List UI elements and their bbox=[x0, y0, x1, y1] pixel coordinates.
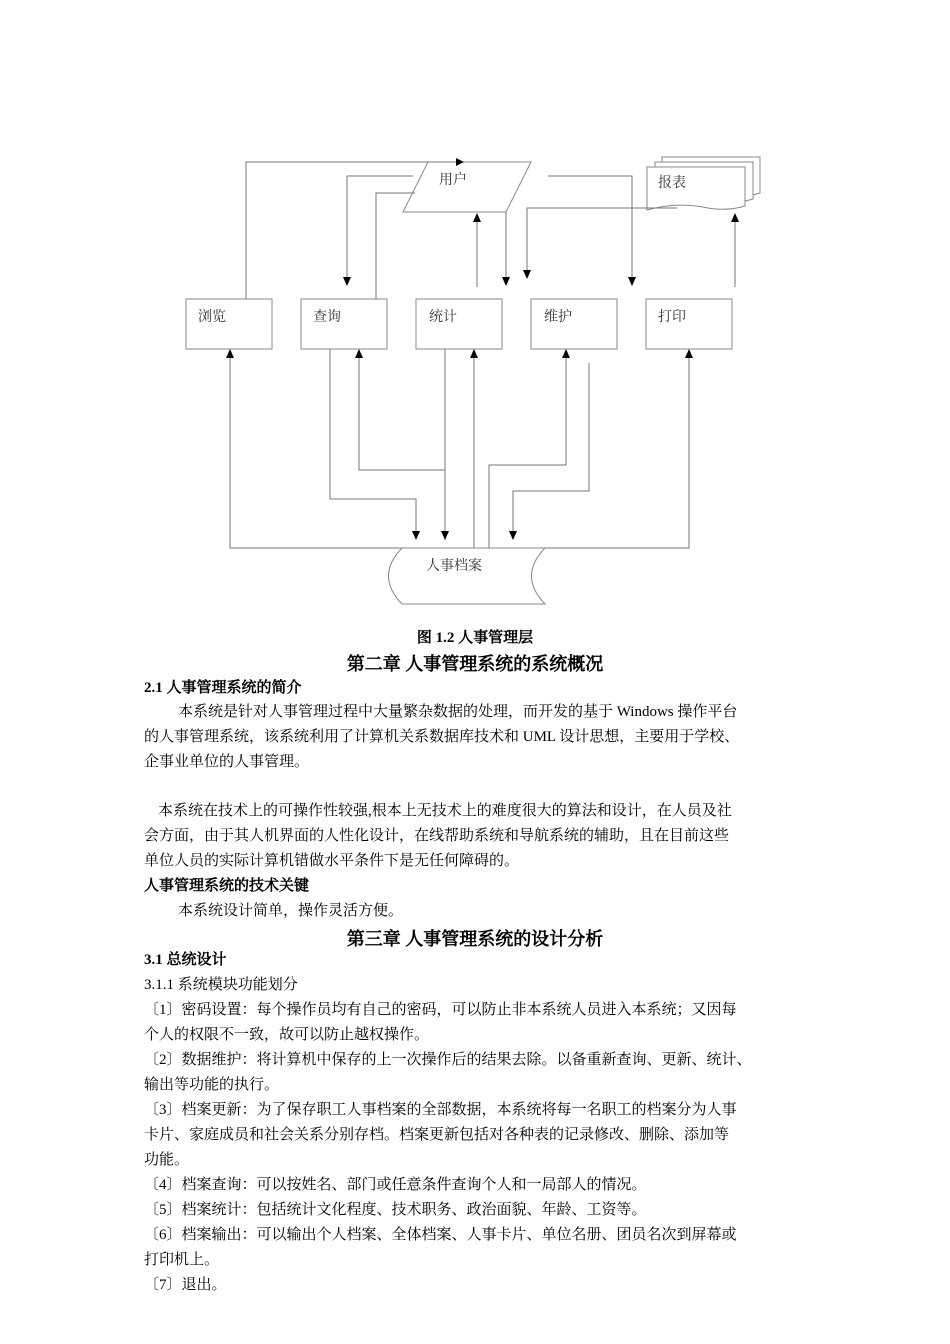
figure-caption: 图 1.2 人事管理层 bbox=[416, 630, 534, 646]
user-label: 用户 bbox=[439, 172, 467, 188]
chapter3-title: 第三章 人事管理系统的设计分析 bbox=[346, 929, 604, 949]
connectors-lower bbox=[226, 349, 693, 548]
section-3-1-heading: 3.1 总统设计 bbox=[144, 952, 227, 968]
module-label-browse: 浏览 bbox=[198, 309, 226, 325]
item-line: 〔5〕档案统计：包括统计文化程度、技术职务、政治面貌、年龄、工资等。 bbox=[144, 1202, 647, 1218]
chapter2-title: 第二章 人事管理系统的系统概况 bbox=[346, 654, 604, 674]
report-label: 报表 bbox=[658, 175, 686, 191]
paragraph-1-line-1: 本系统是针对人事管理过程中大量繁杂数据的处理，而开发的基于 Windows 操作平台 bbox=[178, 704, 738, 720]
user-node bbox=[403, 162, 531, 212]
paragraph-1-line-2: 的人事管理系统，该系统利用了计算机关系数据库技术和 UML 设计思想，主要用于学校、 bbox=[144, 729, 740, 745]
module-label-print: 打印 bbox=[658, 309, 686, 325]
item-line: 个人的权限不一致，故可以防止越权操作。 bbox=[144, 1027, 430, 1043]
paragraph-2-line-1: 本系统在技术上的可操作性较强,根本上无技术上的难度很大的算法和设计，在人员及社 bbox=[158, 803, 732, 819]
item-line: 〔6〕档案输出：可以输出个人档案、全体档案、人事卡片、单位名册、团员名次到屏幕或 bbox=[144, 1227, 737, 1243]
section-3-1-1-heading: 3.1.1 系统模块功能划分 bbox=[144, 977, 298, 993]
data-store-node bbox=[389, 548, 546, 604]
data-store-label: 人事档案 bbox=[426, 558, 482, 574]
section-2-1-heading: 2.1 人事管理系统的简介 bbox=[144, 680, 302, 696]
paragraph-2-line-2: 会方面，由于其人机界面的人性化设计，在线帮助系统和导航系统的辅助，且在目前这些 bbox=[144, 828, 730, 844]
item-line: 〔1〕密码设置：每个操作员均有自己的密码，可以防止非本系统人员进入本系统；又因每 bbox=[144, 1002, 737, 1018]
item-line: 输出等功能的执行。 bbox=[144, 1077, 280, 1093]
paragraph-1-line-3: 企事业单位的人事管理。 bbox=[144, 754, 310, 770]
paragraph-2-line-3: 单位人员的实际计算机错做水平条件下是无任何障碍的。 bbox=[144, 853, 520, 869]
item-line: 功能。 bbox=[144, 1152, 190, 1168]
module-label-maintain: 维护 bbox=[544, 309, 572, 325]
module-label-stats: 统计 bbox=[429, 309, 457, 325]
item-line: 〔2〕数据维护：将计算机中保存的上一次操作后的结果去除。以备重新查询、更新、统计、 bbox=[144, 1052, 752, 1068]
item-line: 卡片、家庭成员和社会关系分别存档。档案更新包括对各种表的记录修改、删除、添加等 bbox=[144, 1127, 730, 1143]
item-line: 〔3〕档案更新：为了保存职工人事档案的全部数据，本系统将每一名职工的档案分为人事 bbox=[144, 1102, 737, 1118]
module-label-query: 查询 bbox=[313, 309, 341, 325]
item-line: 〔7〕退出。 bbox=[144, 1277, 227, 1293]
tech-key-text: 本系统设计简单，操作灵活方便。 bbox=[178, 903, 404, 919]
personnel-management-diagram bbox=[0, 0, 950, 620]
item-line: 打印机上。 bbox=[144, 1252, 220, 1268]
tech-key-heading: 人事管理系统的技术关键 bbox=[144, 878, 310, 894]
item-line: 〔4〕档案查询：可以按姓名、部门或任意条件查询个人和一局部人的情况。 bbox=[144, 1177, 647, 1193]
